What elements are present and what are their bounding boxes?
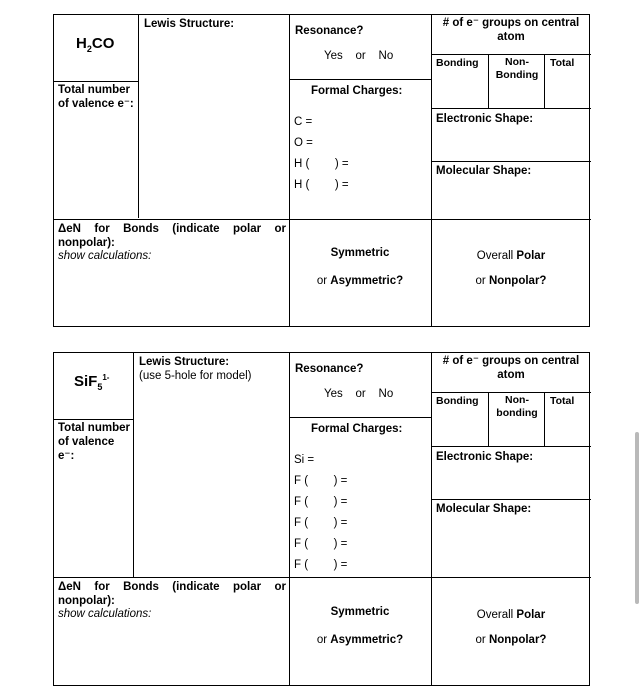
formal-charges-label: Formal Charges:: [311, 85, 403, 97]
formal-charge-row[interactable]: F ( ) =: [294, 517, 348, 529]
electronic-shape-label: Electronic Shape:: [436, 451, 534, 463]
show-calculations-label: show calculations:: [58, 250, 152, 262]
egroups-label: # of e⁻ groups on central atom: [442, 355, 580, 381]
compound-name: $H_2CO$: [76, 35, 115, 54]
valence-electrons-label: Total number of valence e⁻:: [58, 84, 134, 110]
total-label: Total: [550, 395, 575, 407]
overall-polar-line: Overall Polar: [476, 609, 546, 621]
overall-polar-line: Overall Polar: [476, 250, 546, 262]
formal-charges-label: Formal Charges:: [311, 423, 403, 435]
sif5-table: [53, 352, 590, 686]
nonbonding-label: Non-bonding: [496, 394, 538, 419]
electronic-shape-label: Electronic Shape:: [436, 113, 534, 125]
nonpolar-line: or Nonpolar?: [475, 275, 547, 287]
formal-charge-row[interactable]: C =: [294, 116, 313, 128]
lewis-structure-label: Lewis Structure:: [144, 18, 235, 30]
symmetric-label: Symmetric: [330, 606, 390, 618]
resonance-label: Resonance?: [295, 363, 364, 375]
valence-electrons-label: Total number of valence e⁻:: [58, 422, 130, 462]
asymmetric-line: or Asymmetric?: [316, 275, 404, 287]
total-label: Total: [550, 57, 575, 69]
bonding-label: Bonding: [436, 395, 479, 407]
bonding-label: Bonding: [436, 57, 479, 69]
vertical-scrollbar[interactable]: [635, 432, 639, 604]
lewis-model-note: (use 5-hole for model): [139, 370, 252, 382]
delta-en-label: ΔeN for Bonds (indicate polar or nonpolar):: [58, 581, 290, 607]
h2co-table: [53, 14, 590, 327]
asymmetric-line: or Asymmetric?: [316, 634, 404, 646]
show-calculations-label: show calculations:: [58, 608, 152, 620]
symmetric-label: Symmetric: [330, 247, 390, 259]
nonpolar-line: or Nonpolar?: [475, 634, 547, 646]
resonance-options[interactable]: Yes or No: [324, 50, 394, 62]
formal-charge-row[interactable]: Si =: [294, 454, 315, 466]
formal-charge-row[interactable]: F ( ) =: [294, 538, 348, 550]
formal-charge-row[interactable]: O =: [294, 137, 313, 149]
formal-charge-row[interactable]: H ( ) =: [294, 179, 349, 191]
formal-charge-row[interactable]: F ( ) =: [294, 559, 348, 571]
resonance-label: Resonance?: [295, 25, 364, 37]
delta-en-label: ΔeN for Bonds (indicate polar or nonpolar):: [58, 223, 290, 249]
egroups-label: # of e⁻ groups on central atom: [442, 17, 580, 43]
lewis-structure-label: Lewis Structure:: [139, 356, 230, 368]
formal-charge-row[interactable]: F ( ) =: [294, 475, 348, 487]
formal-charge-row[interactable]: F ( ) =: [294, 496, 348, 508]
compound-name: SiF$_5^{1-}$: [74, 373, 110, 392]
resonance-options[interactable]: Yes or No: [324, 388, 394, 400]
nonbonding-label: Non-Bonding: [495, 56, 539, 81]
formal-charge-row[interactable]: H ( ) =: [294, 158, 349, 170]
molecular-shape-label: Molecular Shape:: [436, 503, 532, 515]
molecular-shape-label: Molecular Shape:: [436, 165, 532, 177]
